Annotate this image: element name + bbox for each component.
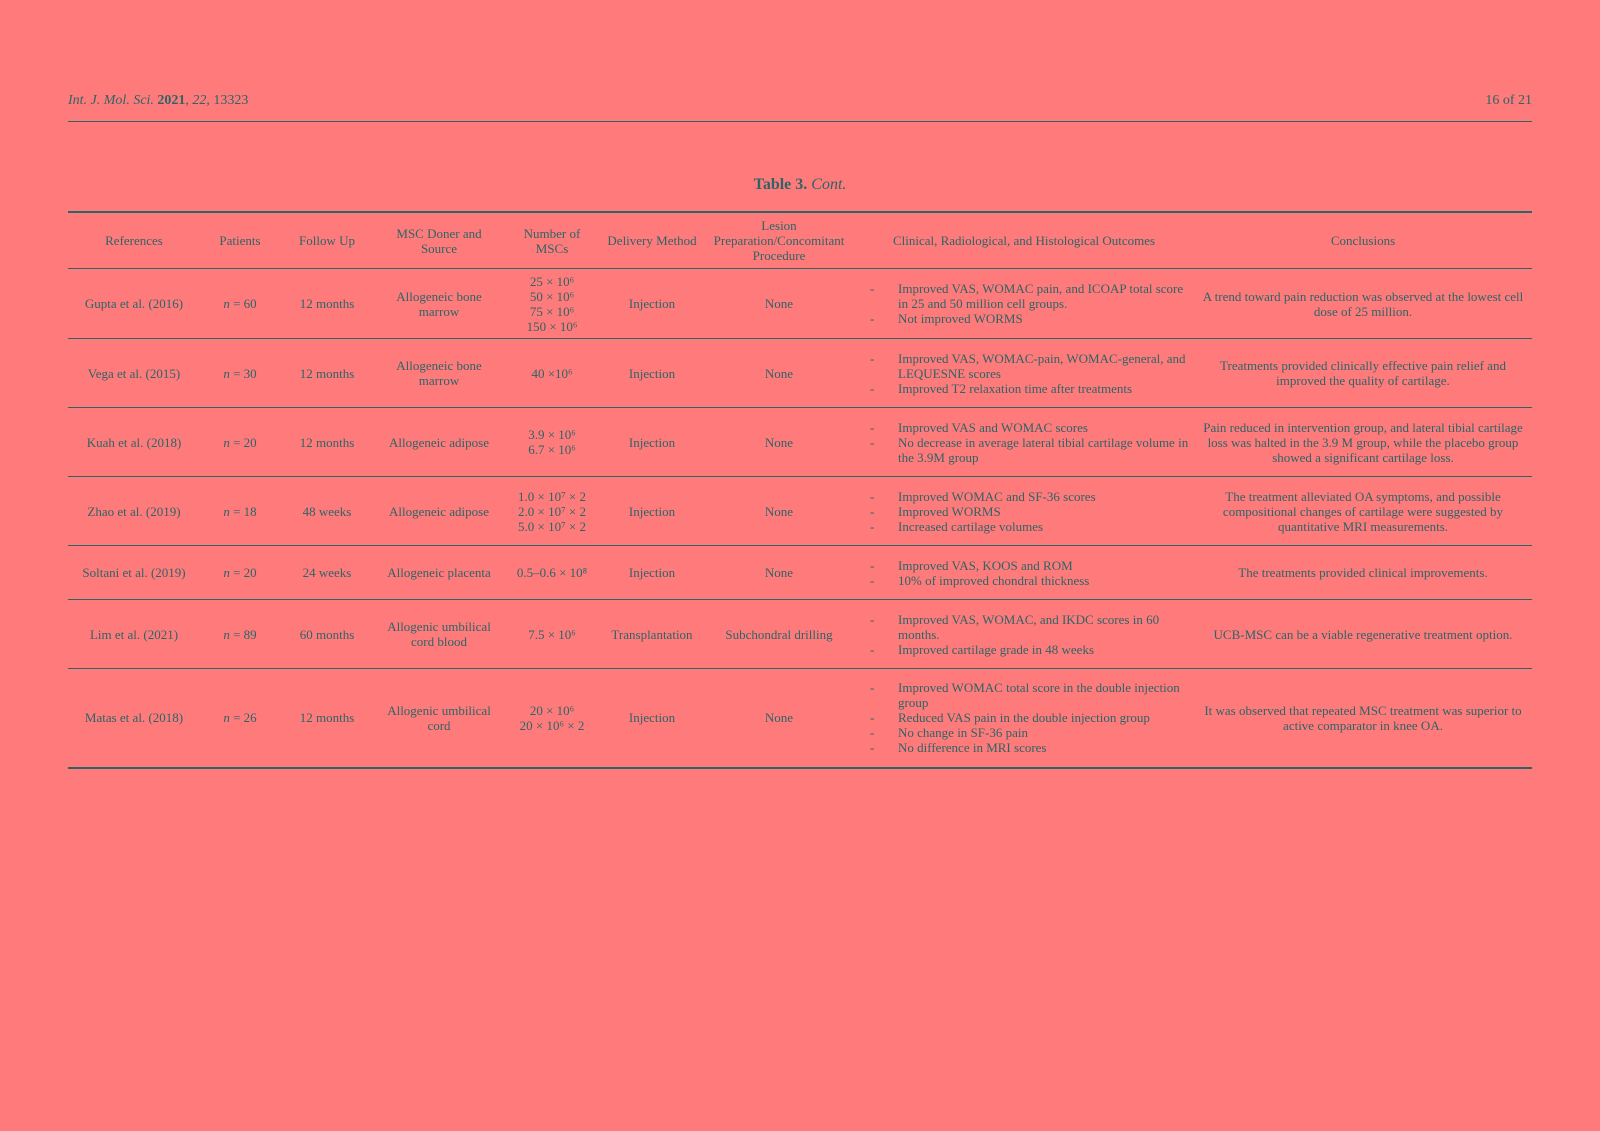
msc-dose: 75 × 10⁶ <box>529 303 575 319</box>
outcome-item: - Improved WOMAC and SF-36 scores <box>870 489 1190 504</box>
msc-dose: 20 × 10⁶ <box>529 702 575 718</box>
delivery-cell: Injection <box>628 503 676 519</box>
journal-citation: Int. J. Mol. Sci. 2021, 22, 13323 <box>68 93 249 108</box>
reference-cell: Vega et al. (2015) <box>87 365 181 381</box>
procedure-cell: None <box>764 710 794 726</box>
outcomes-list <box>858 420 1190 465</box>
follow-up-cell: 12 months <box>299 710 355 726</box>
outcome-item: - 10% of improved chondral thickness <box>870 573 1190 588</box>
outcome-item: - Improved VAS, WOMAC, and IKDC scores in 60 months. <box>870 612 1190 642</box>
follow-up-cell: 12 months <box>299 296 355 311</box>
table-row <box>68 269 1532 339</box>
page-number: 16 of 21 <box>1485 93 1532 108</box>
delivery-cell: Injection <box>628 434 676 450</box>
outcome-item: - Improved VAS, KOOS and ROM <box>870 558 1190 573</box>
msc-count-cell <box>504 339 600 408</box>
outcome-item: - No change in SF-36 pain <box>870 725 1190 740</box>
table-row <box>68 600 1532 669</box>
msc-count-cell <box>504 477 600 546</box>
column-header: Delivery Method <box>607 233 697 248</box>
msc-count-cell <box>504 408 600 477</box>
outcome-item: - Improved VAS, WOMAC-pain, WOMAC-general, and LEQUESNE scores <box>870 351 1190 381</box>
source-cell: Allogeneic bone marrow <box>396 358 482 388</box>
msc-dose: 50 × 10⁶ <box>529 288 575 304</box>
source-cell: Allogeneic bone marrow <box>396 288 482 319</box>
patients-cell <box>200 339 280 408</box>
column-header: Lesion Preparation/Concomitant Procedure <box>713 218 845 263</box>
column-header: Follow Up <box>299 233 355 248</box>
journal-volume: 22 <box>192 93 207 108</box>
delivery-cell: Injection <box>628 710 676 726</box>
table-row <box>68 546 1532 600</box>
msc-dose: 40 ×10⁶ <box>531 365 573 381</box>
outcomes-cell <box>854 546 1194 600</box>
patients-value: = 18 <box>233 503 257 519</box>
msc-dose: 0.5–0.6 × 10⁸ <box>516 565 588 580</box>
conclusion-cell: A trend toward pain reduction was observed at the lowest cell dose of 25 million. <box>1202 288 1524 319</box>
n-symbol: n <box>223 296 234 311</box>
outcomes-list <box>858 489 1190 534</box>
article-number: 13323 <box>213 93 249 108</box>
journal-year: 2021 <box>157 93 186 108</box>
conclusion-cell: The treatments provided clinical improvements. <box>1238 565 1488 580</box>
outcomes-cell <box>854 339 1194 408</box>
patients-cell <box>200 477 280 546</box>
conclusion-cell: Pain reduced in intervention group, and lateral tibial cartilage loss was halted in the 3.9 M group, while the placebo group showed a significant cartilage loss. <box>1203 419 1523 465</box>
n-symbol: n <box>223 434 234 450</box>
results-table <box>68 211 1532 769</box>
n-symbol: n <box>223 365 234 381</box>
msc-dose: 7.5 × 10⁶ <box>528 626 576 642</box>
delivery-cell: Injection <box>628 565 676 580</box>
outcome-item: - Improved WOMAC total score in the double injection group <box>870 680 1190 710</box>
outcome-item: - No difference in MRI scores <box>870 740 1190 755</box>
source-cell: Allogeneic placenta <box>387 565 491 580</box>
patients-cell <box>200 669 280 768</box>
patients-cell <box>200 408 280 477</box>
outcomes-list <box>858 612 1190 657</box>
follow-up-cell: 60 months <box>299 626 355 642</box>
patients-cell <box>200 269 280 339</box>
procedure-cell: None <box>764 434 794 450</box>
patients-value: = 20 <box>233 565 257 580</box>
outcomes-list <box>858 680 1190 755</box>
procedure-cell: None <box>764 503 794 519</box>
column-header: Patients <box>219 233 261 248</box>
patients-value: = 30 <box>233 365 257 381</box>
column-header: Conclusions <box>1330 233 1396 248</box>
reference-cell: Lim et al. (2021) <box>89 626 179 642</box>
outcomes-cell <box>854 269 1194 339</box>
outcomes-list <box>858 558 1190 588</box>
msc-count-cell <box>504 600 600 669</box>
source-cell: Allogeneic adipose <box>389 434 489 450</box>
outcome-item: - Improved WORMS <box>870 504 1190 519</box>
reference-cell: Zhao et al. (2019) <box>87 503 181 519</box>
header-rule <box>68 121 1532 122</box>
conclusion-cell: Treatments provided clinically effective pain relief and improved the quality of cartilage. <box>1220 358 1506 388</box>
patients-value: = 60 <box>233 296 257 311</box>
reference-cell: Soltani et al. (2019) <box>82 565 186 580</box>
reference-cell: Gupta et al. (2016) <box>84 296 184 311</box>
delivery-cell: Injection <box>628 296 676 311</box>
patients-value: = 26 <box>233 710 257 726</box>
table-caption <box>68 176 1532 194</box>
outcome-item: - Improved VAS and WOMAC scores <box>870 420 1190 435</box>
running-head <box>68 93 1532 109</box>
patients-value: = 20 <box>233 434 257 450</box>
table-row <box>68 408 1532 477</box>
outcome-item: - Improved cartilage grade in 48 weeks <box>870 642 1190 657</box>
table-row <box>68 669 1532 768</box>
reference-cell: Kuah et al. (2018) <box>86 434 182 450</box>
table-body <box>68 269 1532 768</box>
msc-dose: 3.9 × 10⁶ <box>528 427 576 442</box>
table-row <box>68 477 1532 546</box>
msc-dose: 5.0 × 10⁷ × 2 <box>518 518 586 534</box>
outcomes-cell <box>854 669 1194 768</box>
msc-count-cell <box>504 269 600 339</box>
source-cell: Allogenic umbilical cord <box>387 702 491 733</box>
outcomes-list <box>858 351 1190 396</box>
outcome-item: - Reduced VAS pain in the double injection group <box>870 710 1190 725</box>
column-header: MSC Doner and Source <box>396 225 482 256</box>
conclusion-cell: The treatment alleviated OA symptoms, and possible compositional changes of cartilage were suggested by quantitative MRI measurements. <box>1222 488 1504 534</box>
outcome-item: - No decrease in average lateral tibial cartilage volume in the 3.9M group <box>870 435 1190 465</box>
n-symbol: n <box>223 565 234 580</box>
msc-count-cell <box>504 546 600 600</box>
msc-dose: 20 × 10⁶ × 2 <box>519 717 585 733</box>
outcome-item: - Not improved WORMS <box>870 311 1190 326</box>
conclusion-cell: UCB-MSC can be a viable regenerative treatment option. <box>1213 626 1513 642</box>
follow-up-cell: 48 weeks <box>302 503 352 519</box>
delivery-cell: Injection <box>628 365 676 381</box>
column-header: References <box>105 233 163 248</box>
patients-value: = 89 <box>233 626 257 642</box>
journal-abbrev: Int. J. Mol. Sci. <box>68 93 154 108</box>
outcomes-list <box>858 281 1190 326</box>
n-symbol: n <box>223 626 234 642</box>
msc-dose: 2.0 × 10⁷ × 2 <box>518 503 586 519</box>
table-header-row <box>68 212 1532 269</box>
outcomes-cell <box>854 600 1194 669</box>
n-symbol: n <box>223 710 234 726</box>
source-cell: Allogenic umbilical cord blood <box>387 619 491 649</box>
column-header: Number of MSCs <box>523 225 581 256</box>
procedure-cell: None <box>764 296 794 311</box>
follow-up-cell: 24 weeks <box>302 565 352 580</box>
procedure-cell: Subchondral drilling <box>725 626 833 642</box>
patients-cell <box>200 546 280 600</box>
outcome-item: - Increased cartilage volumes <box>870 519 1190 534</box>
table-row <box>68 339 1532 408</box>
delivery-cell: Transplantation <box>611 626 693 642</box>
reference-cell: Matas et al. (2018) <box>84 710 184 726</box>
conclusion-cell: It was observed that repeated MSC treatment was superior to active comparator in knee OA. <box>1204 702 1522 733</box>
source-cell: Allogeneic adipose <box>389 503 489 519</box>
outcomes-cell <box>854 477 1194 546</box>
outcomes-cell <box>854 408 1194 477</box>
patients-cell <box>200 600 280 669</box>
column-header: Clinical, Radiological, and Histological Outcomes <box>892 233 1156 248</box>
msc-dose: 6.7 × 10⁶ <box>528 442 576 457</box>
procedure-cell: None <box>764 365 794 381</box>
follow-up-cell: 12 months <box>299 434 355 450</box>
outcome-item: - Improved VAS, WOMAC pain, and ICOAP total score in 25 and 50 million cell groups. <box>870 281 1190 311</box>
procedure-cell: None <box>764 565 794 580</box>
msc-dose: 1.0 × 10⁷ × 2 <box>518 488 586 504</box>
n-symbol: n <box>223 503 234 519</box>
table-continued: Cont. <box>811 176 847 193</box>
table-label: Table 3. <box>753 176 808 193</box>
outcome-item: - Improved T2 relaxation time after treatments <box>870 381 1190 396</box>
msc-dose: 25 × 10⁶ <box>529 273 575 289</box>
msc-count-cell <box>504 669 600 768</box>
follow-up-cell: 12 months <box>299 365 355 381</box>
msc-dose: 150 × 10⁶ <box>526 318 578 334</box>
